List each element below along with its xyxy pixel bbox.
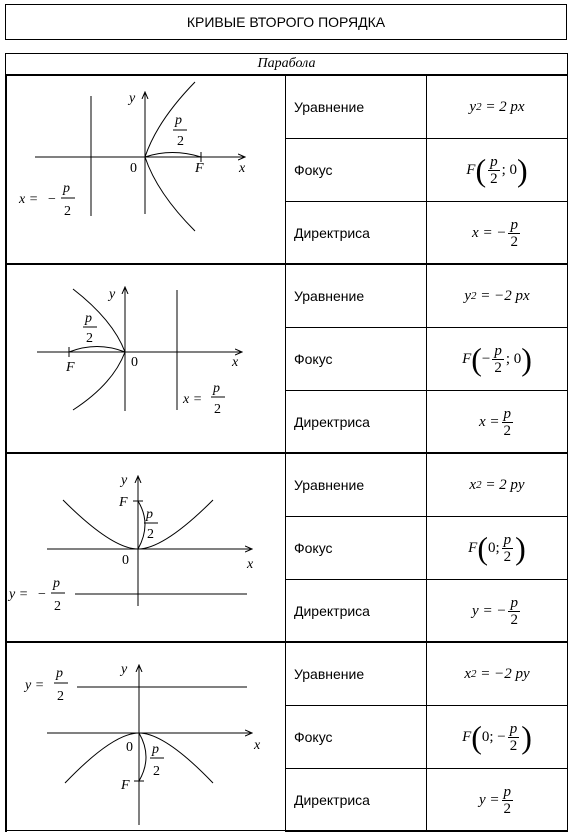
graph-parabola-up [5,454,286,643]
two-label: 2 [147,527,154,542]
axis-label-y: y [121,662,128,677]
two-label: 2 [177,134,184,149]
origin-label: 0 [130,161,137,176]
p-label: p [85,311,92,326]
directrix-minus: − [38,587,46,602]
focus-label: F [119,495,128,510]
axis-label-x: x [247,557,254,572]
table-bottom-border [5,830,568,831]
directrix-p: p [53,576,60,591]
focus-formula: F ( 0; − $\frac{p}{2}$ ) [426,706,568,769]
focus-label: F [121,778,130,793]
origin-label: 0 [131,355,138,370]
equation-formula: y 2 = 2 px [426,76,568,139]
directrix-formula: y = − $\frac{p}{2}$ [426,580,568,643]
p-label: p [152,742,159,757]
axis-label-x: x [232,355,239,370]
directrix-formula: x = − $\frac{p}{2}$ [426,202,568,265]
label-directrix: Директриса [286,580,426,643]
parabola-row-right [5,74,568,263]
axis-label-y: y [121,473,128,488]
page-title: КРИВЫЕ ВТОРОГО ПОРЯДКА [5,4,567,40]
axis-label-y: y [129,91,136,106]
parabola-row-left [5,263,568,452]
graph-parabola-left [5,265,286,454]
label-focus: Фокус [286,706,426,769]
graph-parabola-down [5,643,286,832]
directrix-p: p [56,666,63,681]
focus-formula: F ( 0; p 2 ) [426,517,568,580]
label-equation: Уравнение [286,454,426,517]
focus-label: F [66,360,75,375]
label-directrix: Директриса [286,769,426,832]
parabola-row-up [5,452,568,641]
focus-formula: F ( − $\frac{p}{2}$ ; 0 ) [426,328,568,391]
label-equation: Уравнение [286,265,426,328]
label-focus: Фокус [286,139,426,202]
equation-formula: x 2 = 2 py [426,454,568,517]
p-label: p [175,113,182,128]
focus-formula: F ( p 2 ; 0 ) [426,139,568,202]
two-label: 2 [86,331,93,346]
axis-label-x: x [254,738,261,753]
parabola-row-down [5,641,568,830]
directrix-two: 2 [54,599,61,614]
label-focus: Фокус [286,328,426,391]
directrix-formula: y = $\frac{p}{2}$ [426,769,568,832]
equation-formula: x 2 = −2 py [426,643,568,706]
graph-parabola-right [5,76,286,265]
p-label: p [146,507,153,522]
directrix-x-eq: x = [183,392,203,407]
axis-label-y: y [109,287,116,302]
directrix-p: p [63,181,70,196]
directrix-two: 2 [214,402,221,417]
section-subtitle: Парабола [5,53,568,74]
origin-label: 0 [126,740,133,755]
directrix-minus: − [48,192,56,207]
focus-label: F [195,161,204,176]
label-equation: Уравнение [286,643,426,706]
directrix-x-eq: x = [19,192,39,207]
label-directrix: Директриса [286,202,426,265]
axis-label-x: x [239,161,246,176]
directrix-two: 2 [64,204,71,219]
two-label: 2 [153,764,160,779]
label-focus: Фокус [286,517,426,580]
directrix-y-eq: y = [25,678,45,693]
equation-formula: y 2 = −2 px [426,265,568,328]
directrix-formula: x = $\frac{p}{2}$ [426,391,568,454]
label-directrix: Директриса [286,391,426,454]
label-equation: Уравнение [286,76,426,139]
origin-label: 0 [122,553,129,568]
directrix-p: p [213,381,220,396]
directrix-y-eq: y = [9,587,29,602]
directrix-two: 2 [57,689,64,704]
